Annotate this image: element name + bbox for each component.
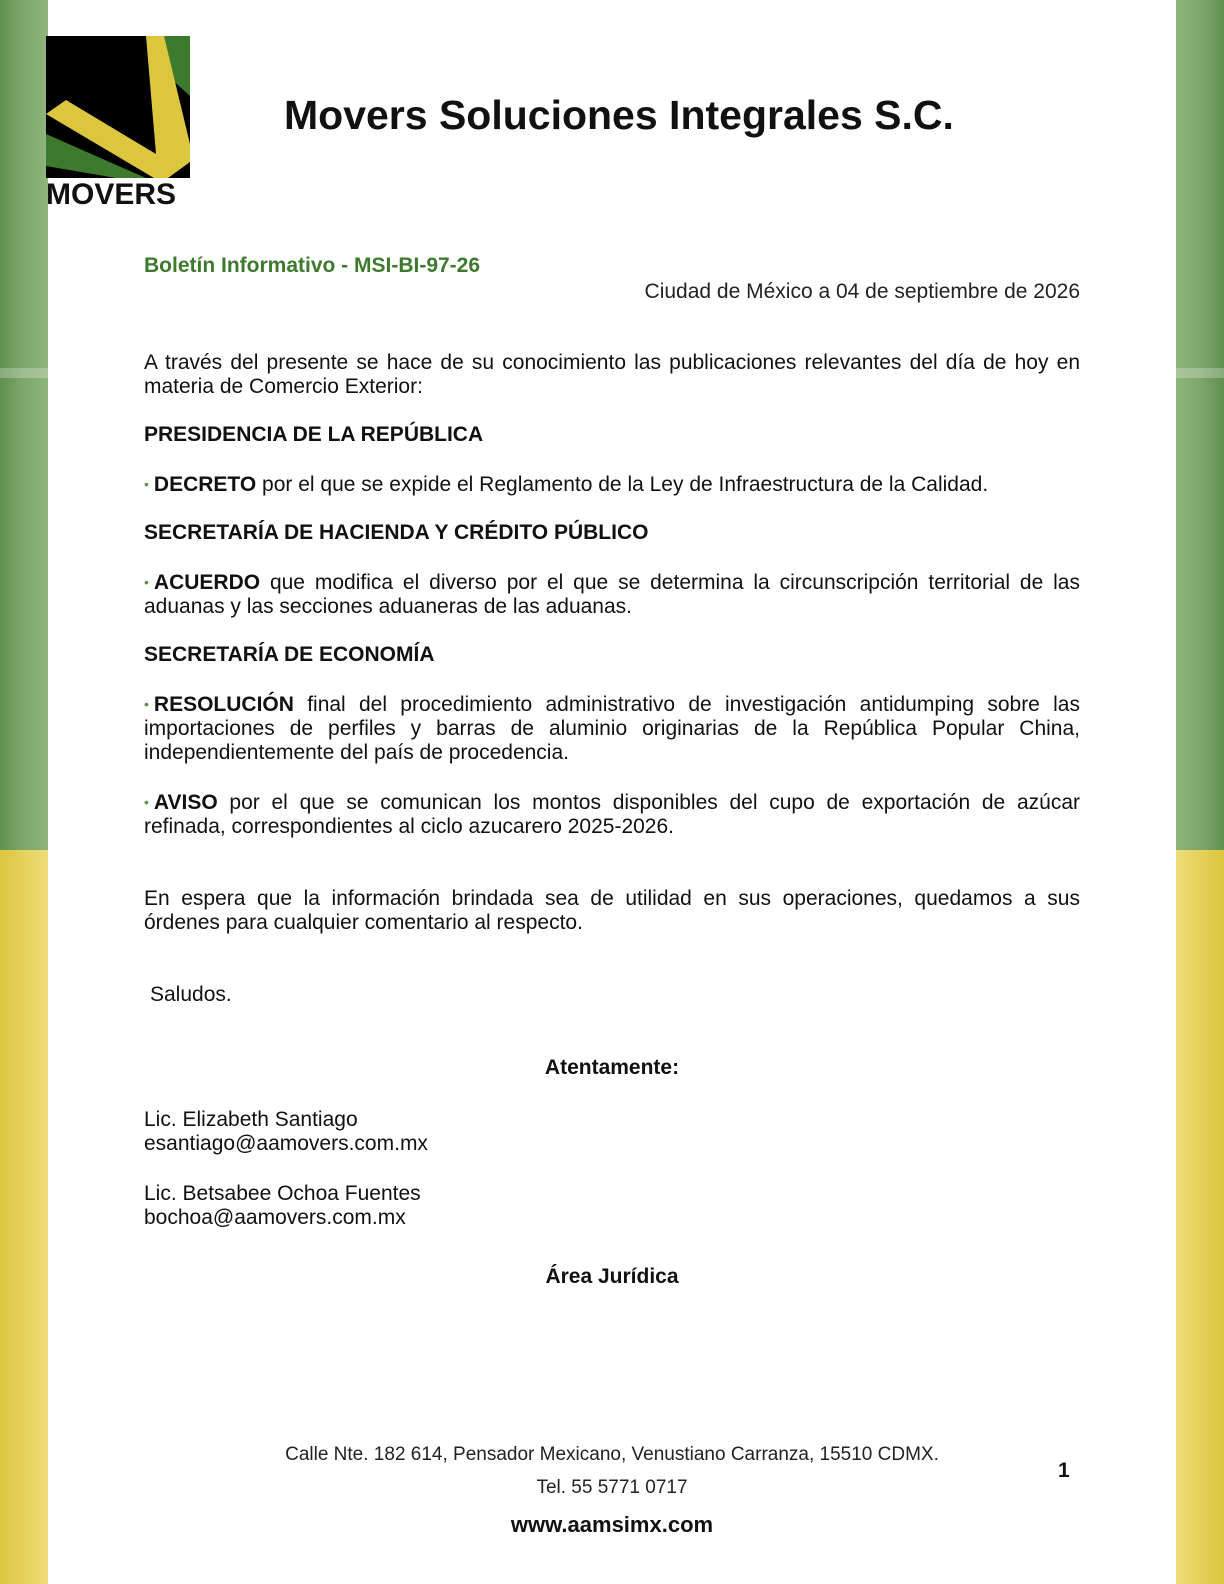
item-lead: RESOLUCIÓN: [153, 693, 294, 716]
intro-paragraph: A través del presente se hace de su conocimiento las publicaciones relevantes del día de hoy en materia de Comercio Exterior:: [144, 351, 1080, 398]
signatory-name: Lic. Elizabeth Santiago: [144, 1108, 358, 1131]
bulletin-date: Ciudad de México a 04 de septiembre de 2026: [644, 280, 1080, 303]
right-decorative-stripe: [1176, 0, 1224, 1584]
item-text: final del procedimiento administrativo de investigación antidumping sobre las importaciones de perfiles y barras de aluminio originarias de la República Popular China, independientemente del país de procedencia.: [144, 693, 1080, 764]
greeting: Saludos.: [150, 983, 232, 1006]
signatory-email[interactable]: bochoa@aamovers.com.mx: [144, 1206, 406, 1229]
bulletin-body: [144, 254, 1080, 1289]
item-text: por el que se expide el Reglamento de la Ley de Infraestructura de la Calidad.: [256, 473, 989, 496]
signatory-email[interactable]: esantiago@aamovers.com.mx: [144, 1132, 428, 1155]
signatory-block: [144, 1182, 1080, 1230]
footer-website-link[interactable]: www.aamsimx.com: [510, 1512, 714, 1537]
page-number: 1: [1058, 1459, 1070, 1482]
list-item: [144, 790, 1080, 839]
list-item: [144, 692, 1080, 765]
logo-text: MOVERS: [46, 178, 177, 211]
item-lead: AVISO: [153, 791, 218, 814]
bulletin-title: Boletín Informativo - MSI-BI-97-26: [144, 254, 481, 277]
signatory-name: Lic. Betsabee Ochoa Fuentes: [144, 1182, 421, 1205]
section-heading: PRESIDENCIA DE LA REPÚBLICA: [144, 423, 484, 446]
footer-phone: Tel. 55 5771 0717: [536, 1477, 688, 1498]
logo-mark-icon: [46, 36, 190, 178]
bullet-icon: •: [144, 574, 149, 590]
signatory-block: [144, 1108, 1080, 1156]
section-heading: SECRETARÍA DE HACIENDA Y CRÉDITO PÚBLICO: [144, 521, 649, 544]
closing-paragraph: En espera que la información brindada sea de utilidad en sus operaciones, quedamos a sus órdenes para cualquier comentario al respecto.: [144, 887, 1080, 934]
item-text: por el que se comunican los montos disponibles del cupo de exportación de azúcar refinada, correspondientes al ciclo azucarero 2025-2026.: [144, 791, 1080, 838]
list-item: [144, 472, 1080, 497]
item-lead: ACUERDO: [153, 571, 261, 594]
bullet-icon: •: [144, 794, 149, 810]
department-name: Área Jurídica: [545, 1265, 679, 1288]
company-name: Movers Soluciones Integrales S.C.: [284, 92, 954, 138]
sign-off: Atentamente:: [544, 1056, 680, 1079]
section-heading: SECRETARÍA DE ECONOMÍA: [144, 643, 435, 666]
bullet-icon: •: [144, 696, 149, 712]
footer-address: Calle Nte. 182 614, Pensador Mexicano, Venustiano Carranza, 15510 CDMX.: [285, 1444, 939, 1465]
movers-logo: [46, 36, 192, 212]
item-lead: DECRETO: [153, 473, 257, 496]
bullet-icon: •: [144, 476, 149, 492]
left-decorative-stripe: [0, 0, 48, 1584]
item-text: que modifica el diverso por el que se determina la circunscripción territorial de las aduanas y las secciones aduaneras de las aduanas.: [144, 571, 1080, 618]
list-item: [144, 570, 1080, 619]
